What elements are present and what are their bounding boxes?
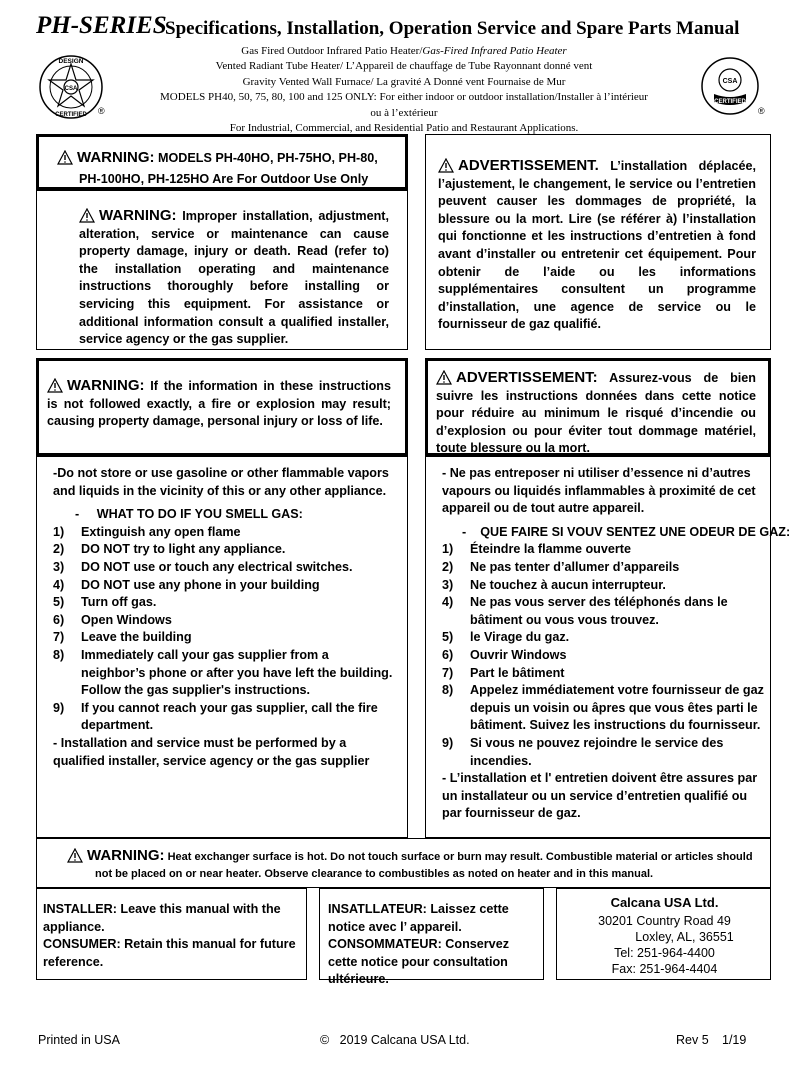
gas-en-heading: - WHAT TO DO IF YOU SMELL GAS: [75, 507, 303, 522]
avertissement-install-box [425, 134, 771, 350]
installer-en-line2: : Retain this manual for future reference. [43, 937, 296, 969]
header-line5: ou à l’extérieur [370, 106, 438, 119]
list-item [53, 700, 393, 735]
consumer-label: CONSUMER [43, 937, 117, 952]
list-item [53, 524, 393, 542]
list-item-number: 6) [53, 612, 65, 627]
list-item-text: Ne touchez à aucun interrupteur. [470, 577, 666, 592]
avertissement-fire-box [425, 358, 771, 456]
warning-hot-box [36, 838, 771, 888]
list-item-number: 5) [442, 630, 454, 645]
header-description [130, 44, 678, 136]
list-item-number: 3) [53, 559, 65, 574]
header-line1-en: Gas Fired Outdoor Infrared Patio Heater/ [241, 45, 423, 57]
company-fax: Fax: 251-964-4404 [611, 962, 718, 976]
header-line4: MODELS PH40, 50, 75, 80, 100 and 125 ONLY: For either indoor or outdoor installation/Installer à l’intérieur [160, 91, 648, 104]
list-item-text: Ne pas tenter d’allumer d’appareils [470, 559, 680, 574]
list-item [442, 541, 764, 559]
list-item-text: le Virage du gaz. [470, 630, 570, 645]
list-item-text: Ne pas vous server des téléphonés dans le bâtiment ou vous vous trouvez. [470, 595, 728, 627]
installer-en-line1: INSTALLER: Leave this manual with the appliance. [43, 902, 281, 934]
list-item-number: 8) [442, 683, 454, 698]
list-item-number: 1) [53, 524, 65, 539]
certified-logo [700, 56, 765, 121]
left-logo-registered: ® [98, 106, 105, 116]
list-item [442, 682, 764, 735]
list-item-text: Turn off gas. [81, 595, 157, 610]
list-item [53, 577, 393, 595]
company-name: Calcana USA Ltd. [610, 895, 719, 910]
design-certified-logo [38, 54, 104, 125]
avertissement-install-text: L’installation déplacée, l’ajustement, le changement, le service ou l’entretien peuvent causer les dommages de propriété, la blessure ou la mort. Lire (se référer à) l’installation qui fonctionne et les instructions d’entretien à fond avant d’installer ou entretenir cet équipement. Pour obtenir de l’aide ou les informations supplémentaires consultent un programme d’installation, une agence de service ou le fournisseur de gaz qualifié. [438, 159, 757, 332]
list-item-number: 8) [53, 647, 65, 662]
gas-instructions-fr-box [425, 456, 791, 838]
list-item [442, 735, 764, 770]
gas-en-outro: - Installation and service must be performed by a qualified installer, service agency or the gas supplier [53, 735, 370, 768]
list-item-number: 1) [442, 542, 454, 557]
right-logo-mark: CSA [722, 78, 738, 85]
list-item-text: DO NOT use or touch any electrical switches. [81, 559, 353, 574]
warning-hot-label: WARNING: [87, 847, 165, 864]
company-address2: Loxley, AL, 36551 [635, 930, 734, 944]
warning-install-label: WARNING: [99, 207, 177, 224]
list-item [442, 594, 764, 629]
warning-install-box [36, 190, 408, 350]
right-logo-text: CERTIFIED [714, 99, 746, 105]
installer-fr-line1: INSATLLATEUR: Laissez cette notice avec l’ appareil. [328, 902, 509, 934]
list-item [442, 577, 764, 595]
list-item [53, 647, 393, 700]
company-box [556, 888, 771, 980]
gas-fr-outro: - L’installation et l' entretien doivent être assures par un installateur ou un service d’entretien qualifié ou par fournisseur de gaz. [442, 771, 758, 821]
list-item [442, 559, 764, 577]
list-item-number: 7) [53, 630, 65, 645]
list-item-number: 3) [442, 577, 454, 592]
list-item-text: Open Windows [81, 612, 172, 627]
warning-icon [67, 848, 83, 863]
list-item-number: 2) [442, 559, 454, 574]
list-item-number: 4) [53, 577, 65, 592]
list-item-text: DO NOT try to light any appliance. [81, 542, 286, 557]
list-item-text: Part le bâtiment [470, 665, 565, 680]
list-item-text: Leave the building [81, 630, 192, 645]
installer-en-box [36, 888, 307, 980]
warning-install-text: Improper installation, adjustment, alteration, service or maintenance can cause property damage, injury or death. Read (refer to) the installation operating and maintenance instructions thoroughly before installing or servicing this equipment. For assistance or additional information consult a qualified installer, service agency or the gas supplier. [79, 209, 390, 347]
footer-rev: Rev 5 [676, 1033, 709, 1047]
gas-instructions-en-box [36, 456, 408, 838]
manual-title: Specifications, Installation, Operation Service and Spare Parts Manual [165, 18, 740, 39]
company-address1: 30201 Country Road 49 [598, 914, 731, 928]
header-line1-fr: Gas-Fired Infrared Patio Heater [422, 45, 567, 57]
left-logo-mark: CSA [64, 86, 78, 92]
list-item-number: 7) [442, 665, 454, 680]
warning-models-box [36, 134, 408, 190]
gas-fr-intro: - Ne pas entreposer ni utiliser d’essence ni d’autres vapours ou liquidés inflammables à proximité de cet appareil ou de tout autre appareil. [442, 466, 756, 516]
avertissement-fire-text: Assurez-vous de bien suivre les instructions données dans cette notice pour réduire au minimum le risqué d’incendie ou d’explosion ou pour éviter tout dommage matériel, toute blessure ou la mort. [436, 371, 756, 456]
left-logo-top-text: DESIGN [58, 58, 84, 65]
left-logo-bottom-text: CERTIFIED [55, 112, 87, 118]
gas-en-list [53, 524, 393, 735]
warning-models-line2: PH-100HO, PH-125HO Are For Outdoor Use Only [79, 172, 369, 186]
list-item-text: If you cannot reach your gas supplier, call the fire department. [81, 700, 378, 733]
footer-date: 1/19 [722, 1033, 747, 1047]
list-item-text: Ouvrir Windows [470, 647, 567, 662]
avertissement-install-label: ADVERTISSEMENT. [458, 157, 599, 174]
warning-icon [47, 378, 63, 393]
warning-icon [438, 158, 454, 173]
list-item [53, 629, 393, 647]
footer-copyright: © 2019 Calcana USA Ltd. [320, 1033, 470, 1047]
list-item-text: Appelez immédiatement votre fournisseur de gaz depuis un voisin ou âpres que vous êtes parti le bâtiment. Suivez les instructions du fournisseur. [470, 683, 764, 733]
header-line2: Vented Radiant Tube Heater/ L’Appareil de chauffage de Tube Rayonnant donné vent [215, 60, 593, 73]
warning-models-line1: MODELS PH-40HO, PH-75HO, PH-80, [158, 151, 378, 165]
list-item [53, 612, 393, 630]
company-tel: Tel: 251-964-4400 [614, 946, 715, 960]
list-item-text: Extinguish any open flame [81, 524, 241, 539]
warning-fire-box [36, 358, 408, 456]
gas-en-intro: -Do not store or use gasoline or other flammable vapors and liquids in the vicinity of this or any other appliance. [53, 466, 389, 498]
warning-hot-line1: Heat exchanger surface is hot. Do not touch surface or burn may result. Combustible material or articles should [167, 851, 753, 863]
warning-icon [57, 150, 73, 165]
warning-hot-line2: not be placed on or near heater. Observe clearance to combustibles as noted on heater and in this manual. [95, 868, 654, 880]
list-item-number: 5) [53, 595, 65, 610]
header-line6: For Industrial, Commercial, and Residential Patio and Restaurant Applications. [229, 122, 579, 135]
list-item-text: Si vous ne pouvez rejoindre le service des incendies. [470, 735, 724, 768]
warning-icon [436, 370, 452, 385]
list-item-number: 6) [442, 647, 454, 662]
gas-fr-list [442, 541, 764, 770]
warning-models-label: WARNING: [77, 149, 155, 166]
footer-printed: Printed in USA [38, 1033, 120, 1047]
list-item [442, 629, 764, 647]
warning-fire-label: WARNING: [67, 377, 145, 394]
gas-fr-heading: - QUE FAIRE SI VOUV SENTEZ UNE ODEUR DE GAZ: [462, 524, 791, 539]
installer-fr-box [319, 888, 544, 987]
list-item [442, 665, 764, 683]
installer-fr-line2: CONSOMMATEUR: Conservez cette notice pour consultation ultérieure. [328, 937, 509, 987]
warning-icon [79, 208, 95, 223]
list-item [53, 594, 393, 612]
list-item-number: 4) [442, 595, 454, 610]
list-item-text: Immediately call your gas supplier from a neighbor’s phone or after you have left the building. Follow the gas supplier's instructions. [81, 647, 393, 698]
list-item-number: 9) [442, 735, 454, 750]
list-item [53, 541, 393, 559]
series-title: PH-SERIES [36, 12, 167, 39]
avertissement-fire-label: ADVERTISSEMENT: [456, 369, 598, 386]
list-item-text: DO NOT use any phone in your building [81, 577, 320, 592]
list-item-number: 2) [53, 542, 65, 557]
right-logo-registered: ® [758, 106, 765, 116]
list-item [53, 559, 393, 577]
list-item-text: Éteindre la flamme ouverte [470, 542, 631, 557]
list-item [442, 647, 764, 665]
warning-fire-text: If the information in these instructions is not followed exactly, a fire or explosion may result; causing property damage, personal injury or loss of life. [47, 379, 391, 429]
list-item-number: 9) [53, 700, 65, 715]
header-line3: Gravity Vented Wall Furnace/ La gravité A Donné vent Fournaise de Mur [242, 75, 566, 88]
